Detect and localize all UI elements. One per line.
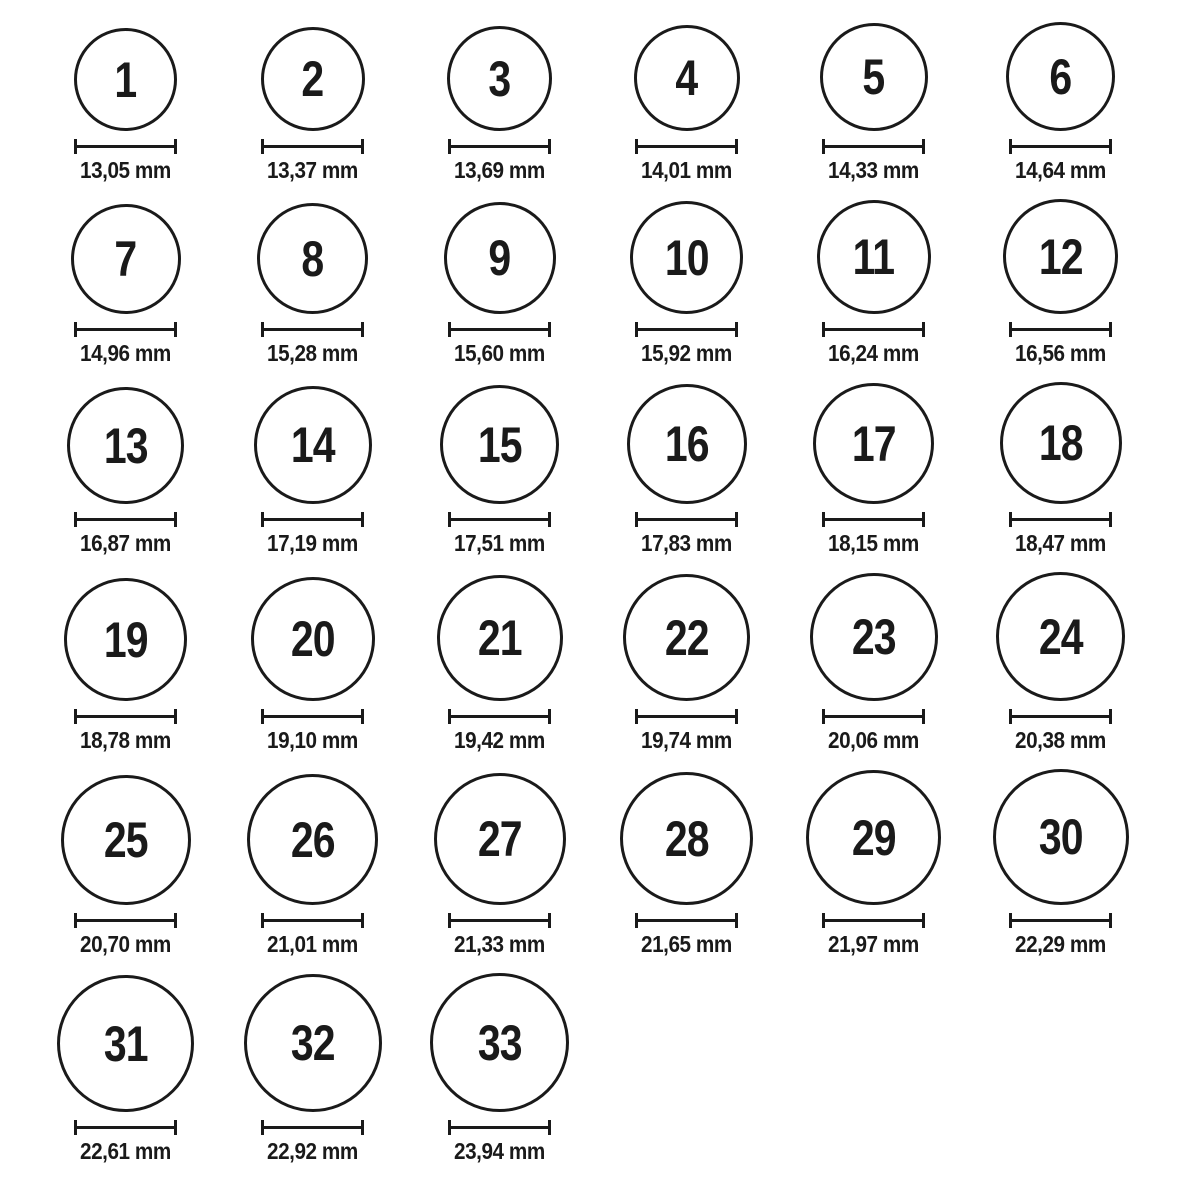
ring-circle (620, 772, 753, 905)
measure-bar (74, 518, 177, 521)
measure-bar (261, 1126, 364, 1129)
measure-bar (1009, 328, 1112, 331)
measure-tick-right (174, 1120, 177, 1135)
ring-size-number: 7 (114, 231, 137, 287)
diameter-label: 19,10 mm (267, 727, 358, 753)
measure-bar (261, 518, 364, 521)
diameter-measure-line (261, 512, 364, 527)
measure-bar (822, 145, 925, 148)
ring-size-item (32, 387, 219, 556)
measure-tick-right (1109, 512, 1112, 527)
diameter-measure-line (822, 913, 925, 928)
ring-size-item (780, 200, 967, 366)
diameter-label: 22,61 mm (80, 1138, 171, 1164)
ring-circle (67, 387, 184, 504)
diameter-measure-line (1009, 322, 1112, 337)
diameter-label: 18,47 mm (1015, 530, 1106, 556)
diameter-label: 17,83 mm (641, 530, 732, 556)
measure-tick-right (174, 322, 177, 337)
ring-circle (627, 384, 747, 504)
ring-circle (57, 975, 194, 1112)
diameter-label: 13,37 mm (267, 157, 358, 183)
measure-tick-right (1109, 322, 1112, 337)
ring-size-item (967, 769, 1154, 957)
diameter-measure-line (261, 1120, 364, 1135)
measure-bar (261, 919, 364, 922)
measure-bar (448, 715, 551, 718)
diameter-label: 19,42 mm (454, 727, 545, 753)
diameter-measure-line (822, 512, 925, 527)
diameter-label: 23,94 mm (454, 1138, 545, 1164)
ring-circle (1003, 199, 1118, 314)
measure-tick-right (922, 322, 925, 337)
diameter-measure-line (261, 139, 364, 154)
ring-size-item (780, 23, 967, 183)
ring-size-item (780, 573, 967, 753)
ring-circle (447, 26, 552, 131)
ring-size-number: 1 (114, 51, 137, 108)
ring-size-item (406, 26, 593, 183)
measure-tick-right (548, 709, 551, 724)
ring-circle (996, 572, 1125, 701)
diameter-label: 16,56 mm (1015, 340, 1106, 366)
measure-tick-right (922, 139, 925, 154)
ring-size-item (967, 382, 1154, 556)
ring-size-item (593, 772, 780, 957)
ring-size-row (32, 572, 1200, 753)
ring-circle (817, 200, 931, 314)
diameter-label: 14,96 mm (80, 340, 171, 366)
ring-size-item (32, 28, 219, 183)
ring-size-number: 26 (290, 811, 335, 868)
ring-circle (61, 775, 191, 905)
diameter-measure-line (74, 1120, 177, 1135)
ring-size-number: 31 (103, 1015, 148, 1072)
ring-size-number: 3 (488, 50, 511, 107)
measure-bar (1009, 715, 1112, 718)
diameter-label: 16,87 mm (80, 530, 171, 556)
ring-size-number: 30 (1038, 809, 1083, 865)
ring-size-item (219, 577, 406, 753)
diameter-measure-line (635, 139, 738, 154)
diameter-measure-line (1009, 913, 1112, 928)
measure-bar (74, 145, 177, 148)
ring-size-number: 32 (290, 1015, 335, 1071)
diameter-label: 20,06 mm (828, 727, 919, 753)
ring-circle (806, 770, 941, 905)
ring-circle (251, 577, 375, 701)
measure-tick-right (1109, 913, 1112, 928)
measure-tick-right (735, 139, 738, 154)
ring-circle (1006, 22, 1115, 131)
ring-size-item (593, 574, 780, 753)
ring-size-item (967, 199, 1154, 366)
ring-size-number: 28 (664, 810, 709, 867)
diameter-measure-line (74, 709, 177, 724)
ring-circle (1000, 382, 1122, 504)
ring-size-number: 21 (477, 610, 522, 666)
measure-tick-right (548, 322, 551, 337)
diameter-label: 20,70 mm (80, 931, 171, 957)
measure-tick-right (361, 322, 364, 337)
ring-size-number: 6 (1049, 48, 1072, 105)
measure-bar (822, 715, 925, 718)
ring-size-number: 13 (103, 417, 148, 474)
measure-tick-right (735, 512, 738, 527)
diameter-measure-line (74, 512, 177, 527)
measure-tick-right (361, 139, 364, 154)
measure-tick-right (361, 709, 364, 724)
measure-bar (822, 328, 925, 331)
diameter-label: 13,05 mm (80, 157, 171, 183)
ring-size-item (593, 201, 780, 366)
ring-size-item (219, 386, 406, 556)
measure-tick-right (548, 913, 551, 928)
ring-size-row (32, 769, 1200, 957)
ring-size-row (32, 382, 1200, 556)
ring-size-item (780, 383, 967, 556)
ring-size-number: 33 (477, 1014, 522, 1071)
ring-size-number: 8 (301, 230, 324, 287)
measure-bar (448, 1126, 551, 1129)
diameter-measure-line (635, 913, 738, 928)
diameter-label: 19,74 mm (641, 727, 732, 753)
diameter-label: 22,29 mm (1015, 931, 1106, 957)
ring-circle (430, 973, 569, 1112)
measure-bar (74, 328, 177, 331)
diameter-label: 14,64 mm (1015, 157, 1106, 183)
ring-size-item (406, 575, 593, 753)
ring-circle (74, 28, 177, 131)
ring-size-number: 4 (675, 50, 698, 106)
ring-circle (244, 974, 382, 1112)
ring-size-number: 12 (1038, 228, 1083, 285)
diameter-label: 20,38 mm (1015, 727, 1106, 753)
ring-circle (630, 201, 743, 314)
measure-tick-right (922, 512, 925, 527)
ring-size-number: 2 (301, 51, 324, 107)
measure-tick-right (361, 913, 364, 928)
measure-bar (635, 518, 738, 521)
ring-size-number: 5 (862, 49, 885, 105)
ring-size-item (406, 973, 593, 1164)
diameter-measure-line (448, 1120, 551, 1135)
measure-bar (74, 919, 177, 922)
ring-size-item (967, 572, 1154, 753)
ring-size-number: 10 (664, 229, 709, 286)
diameter-measure-line (822, 322, 925, 337)
ring-size-number: 16 (664, 416, 709, 472)
diameter-label: 22,92 mm (267, 1138, 358, 1164)
diameter-label: 21,65 mm (641, 931, 732, 957)
diameter-measure-line (261, 709, 364, 724)
ring-circle (254, 386, 372, 504)
ring-circle (247, 774, 378, 905)
measure-tick-right (174, 913, 177, 928)
diameter-measure-line (635, 512, 738, 527)
diameter-label: 17,19 mm (267, 530, 358, 556)
ring-size-number: 19 (103, 611, 148, 668)
ring-size-number: 20 (290, 611, 335, 667)
measure-bar (1009, 518, 1112, 521)
diameter-measure-line (635, 709, 738, 724)
measure-bar (635, 715, 738, 718)
diameter-label: 15,92 mm (641, 340, 732, 366)
ring-size-number: 9 (488, 230, 511, 286)
ring-size-item (406, 385, 593, 556)
ring-size-row (32, 973, 1200, 1164)
ring-size-number: 25 (103, 812, 148, 868)
diameter-measure-line (1009, 512, 1112, 527)
ring-circle (71, 204, 181, 314)
ring-size-number: 15 (477, 416, 522, 473)
ring-size-number: 24 (1038, 608, 1083, 665)
diameter-measure-line (74, 139, 177, 154)
measure-tick-right (922, 709, 925, 724)
diameter-measure-line (261, 913, 364, 928)
ring-size-item (593, 384, 780, 556)
ring-size-item (32, 204, 219, 366)
measure-bar (261, 715, 364, 718)
ring-size-number: 14 (290, 417, 335, 473)
diameter-label: 18,78 mm (80, 727, 171, 753)
measure-bar (822, 518, 925, 521)
diameter-measure-line (1009, 709, 1112, 724)
measure-bar (448, 328, 551, 331)
ring-size-row (32, 199, 1200, 366)
measure-bar (635, 328, 738, 331)
measure-tick-right (922, 913, 925, 928)
measure-tick-right (735, 913, 738, 928)
measure-tick-right (548, 139, 551, 154)
diameter-measure-line (448, 512, 551, 527)
diameter-measure-line (822, 709, 925, 724)
measure-bar (822, 919, 925, 922)
ring-circle (437, 575, 563, 701)
measure-bar (635, 919, 738, 922)
diameter-measure-line (448, 139, 551, 154)
diameter-measure-line (74, 913, 177, 928)
ring-circle (623, 574, 750, 701)
ring-circle (64, 578, 187, 701)
measure-bar (261, 328, 364, 331)
diameter-label: 18,15 mm (828, 530, 919, 556)
ring-size-number: 17 (851, 415, 896, 472)
ring-size-item (967, 22, 1154, 183)
measure-tick-right (1109, 709, 1112, 724)
ring-size-item (406, 773, 593, 957)
measure-tick-right (548, 1120, 551, 1135)
ring-size-item (32, 578, 219, 753)
diameter-label: 21,01 mm (267, 931, 358, 957)
ring-circle (257, 203, 368, 314)
measure-bar (635, 145, 738, 148)
ring-size-item (219, 774, 406, 957)
measure-bar (448, 518, 551, 521)
ring-size-item (32, 975, 219, 1164)
diameter-label: 14,01 mm (641, 157, 732, 183)
ring-size-number: 23 (851, 609, 896, 665)
measure-bar (448, 919, 551, 922)
diameter-label: 17,51 mm (454, 530, 545, 556)
ring-size-item (406, 202, 593, 366)
diameter-measure-line (261, 322, 364, 337)
ring-circle (813, 383, 934, 504)
measure-bar (74, 1126, 177, 1129)
ring-circle (261, 27, 365, 131)
diameter-label: 13,69 mm (454, 157, 545, 183)
measure-tick-right (174, 512, 177, 527)
measure-tick-right (735, 709, 738, 724)
diameter-measure-line (74, 322, 177, 337)
ring-size-item (32, 775, 219, 957)
measure-tick-right (1109, 139, 1112, 154)
diameter-measure-line (822, 139, 925, 154)
diameter-label: 15,60 mm (454, 340, 545, 366)
ring-size-number: 11 (852, 229, 895, 285)
diameter-label: 15,28 mm (267, 340, 358, 366)
ring-size-row (32, 22, 1200, 183)
measure-bar (261, 145, 364, 148)
diameter-label: 21,33 mm (454, 931, 545, 957)
ring-circle (820, 23, 928, 131)
ring-circle (993, 769, 1129, 905)
measure-tick-right (174, 139, 177, 154)
ring-size-number: 29 (851, 809, 896, 866)
ring-circle (634, 25, 740, 131)
measure-bar (448, 145, 551, 148)
ring-circle (434, 773, 566, 905)
measure-tick-right (174, 709, 177, 724)
ring-size-item (780, 770, 967, 957)
diameter-label: 14,33 mm (828, 157, 919, 183)
measure-tick-right (361, 1120, 364, 1135)
ring-size-item (593, 25, 780, 183)
ring-size-item (219, 974, 406, 1164)
ring-circle (440, 385, 559, 504)
ring-size-number: 18 (1038, 415, 1083, 471)
diameter-measure-line (448, 913, 551, 928)
diameter-label: 16,24 mm (828, 340, 919, 366)
measure-bar (74, 715, 177, 718)
ring-size-number: 22 (664, 609, 709, 666)
ring-size-number: 27 (477, 811, 522, 867)
measure-tick-right (548, 512, 551, 527)
measure-bar (1009, 145, 1112, 148)
measure-bar (1009, 919, 1112, 922)
ring-size-item (219, 203, 406, 366)
ring-circle (444, 202, 556, 314)
measure-tick-right (735, 322, 738, 337)
ring-circle (810, 573, 938, 701)
diameter-measure-line (448, 322, 551, 337)
measure-tick-right (361, 512, 364, 527)
ring-size-item (219, 27, 406, 183)
diameter-label: 21,97 mm (828, 931, 919, 957)
diameter-measure-line (1009, 139, 1112, 154)
diameter-measure-line (448, 709, 551, 724)
diameter-measure-line (635, 322, 738, 337)
